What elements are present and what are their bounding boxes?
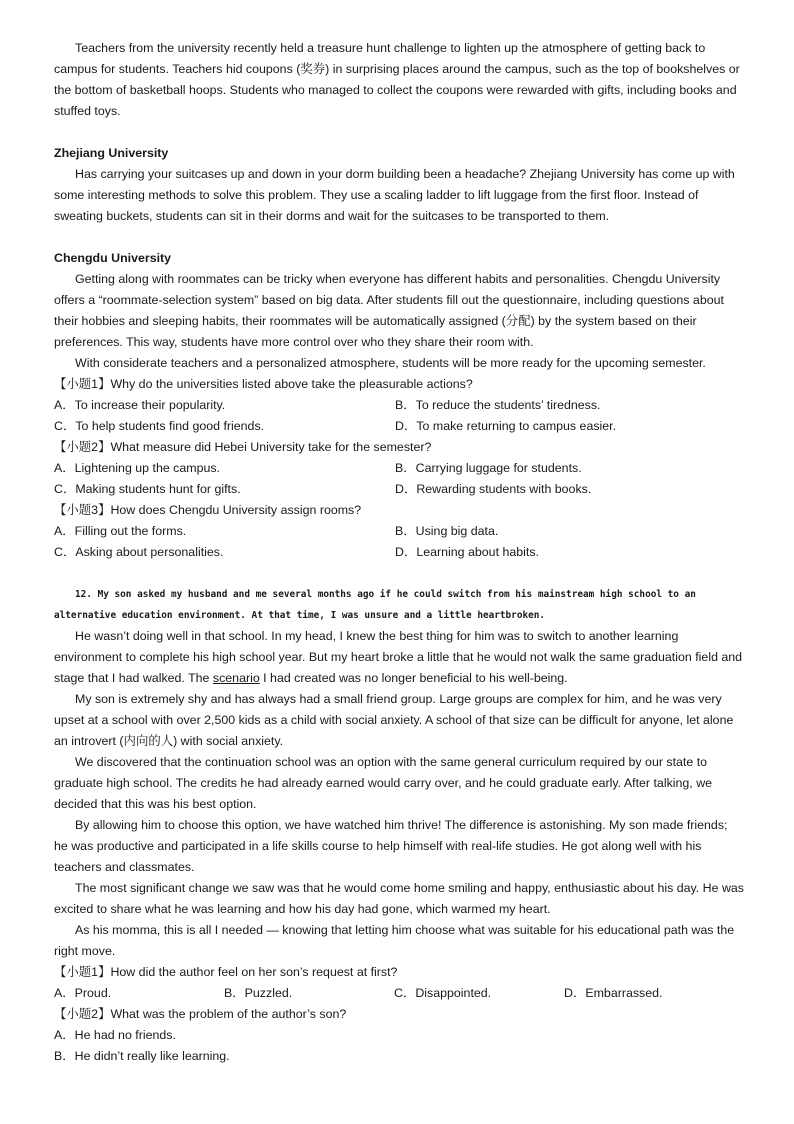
question-block: [54, 962, 744, 1004]
option-c: C．Making students hunt for gifts.: [54, 482, 241, 496]
option-a: A．He had no friends.: [54, 1028, 176, 1042]
options-row: [54, 395, 744, 416]
passage12-paragraph-4: By allowing him to choose this option, we have watched him thrive! The difference is astonishing. My son made friends; he was productive and participated in a life skills course to help himself with real-life studies. He got along well with his teachers and classmates.: [54, 818, 728, 874]
options-row: [54, 542, 744, 563]
passage12-paragraph-2: My son is extremely shy and has always had a small friend group. Large groups are complex for him, and he was very upset at a school with over 2,500 kids as a child with social anxiety. A school of that size can be difficult for anyone, let alone an introvert (内向的人) with social anxiety.: [54, 692, 734, 748]
question-block: [54, 437, 744, 500]
option-a: A．Filling out the forms.: [54, 524, 187, 538]
option-d: D．Rewarding students with books.: [395, 482, 592, 496]
option-b: B．Puzzled.: [224, 986, 293, 1000]
passage12-paragraph-1: [54, 626, 744, 689]
zhejiang-paragraph: Has carrying your suitcases up and down in your dorm building been a headache? Zhejiang University has come up with some interesting methods to solve this problem. They use a scaling ladder to lift luggage from the first floor. Instead of sweating buckets, students can sit in their dorms and wait for the suitcases to be transported to them.: [54, 167, 735, 223]
question-stem: 【小题2】What measure did Hebei University take for the semester?: [54, 440, 432, 454]
option-b: B．He didn’t really like learning.: [54, 1049, 230, 1063]
option-d: D．Learning about habits.: [395, 545, 539, 559]
question-stem: 【小题1】Why do the universities listed above take the pleasurable actions?: [54, 377, 473, 391]
p1-text-after: I had created was no longer beneficial to his well-being.: [259, 671, 568, 685]
question-stem: 【小题2】What was the problem of the author’s son?: [54, 1007, 347, 1021]
option-d: D．To make returning to campus easier.: [395, 419, 617, 433]
passage12-paragraph-5: The most significant change we saw was that he would come home smiling and happy, enthusiastic about his day. He was excited to share what he was learning and how his day had gone, which warmed my heart.: [54, 881, 744, 916]
passage12-paragraph-6: As his momma, this is all I needed — knowing that letting him choose what was suitable for his educational path was the right move.: [54, 923, 735, 958]
option-a: A．Lightening up the campus.: [54, 461, 221, 475]
p1-text-before: He wasn’t doing well in that school. In my head, I knew the best thing for him was to switch to another learning environment to complete his high school year. But my heart broke a little that he would not walk the same graduation field and stage that I had walked. The: [54, 629, 743, 685]
option-c: C．Asking about personalities.: [54, 545, 224, 559]
options-row: [54, 416, 744, 437]
chengdu-heading: Chengdu University: [54, 251, 172, 265]
options-row: [54, 479, 744, 500]
options-row: [54, 983, 744, 1004]
underlined-word: scenario: [212, 671, 260, 685]
option-b: B．Using big data.: [395, 524, 499, 538]
options-row: [54, 521, 744, 542]
option-c: C．To help students find good friends.: [54, 419, 265, 433]
question-stem: 【小题3】How does Chengdu University assign rooms?: [54, 503, 362, 517]
option-b: B．Carrying luggage for students.: [395, 461, 582, 475]
option-d: D．Embarrassed.: [564, 986, 663, 1000]
option-a: A．Proud.: [54, 986, 112, 1000]
zhejiang-heading: Zhejiang University: [54, 146, 169, 160]
document-page: [54, 38, 744, 1067]
question-block: [54, 500, 744, 563]
closing-paragraph: With considerate teachers and a personalized atmosphere, students will be more ready for the upcoming semester.: [75, 356, 706, 370]
option-a: A．To increase their popularity.: [54, 398, 226, 412]
option-c: C．Disappointed.: [394, 986, 492, 1000]
options-row: [54, 458, 744, 479]
question-block: [54, 1004, 744, 1067]
hebei-paragraph: Teachers from the university recently held a treasure hunt challenge to lighten up the atmosphere of getting back to campus for students. Teachers hid coupons (奖券) in surprising places around the campus, such as the top of bookshelves or the bottom of basketball hoops. Students who managed to collect the coupons were rewarded with gifts, including books and stuffed toys.: [54, 41, 740, 118]
question-stem: 【小题1】How did the author feel on her son’s request at first?: [54, 965, 398, 979]
question-block: [54, 374, 744, 437]
chengdu-paragraph: Getting along with roommates can be tricky when everyone has different habits and personalities. Chengdu University offers a “roommate-selection system” based on big data. After students fill out the questionnaire, including questions about their hobbies and sleeping habits, their roommates will be automatically assigned (分配) by the system based on their preferences. This way, students have more control over who they share their room with.: [54, 272, 724, 349]
passage12-intro: 12. My son asked my husband and me several months ago if he could switch from his mainstream high school to an alternative education environment. At that time, I was unsure and a little heartbroken.: [54, 589, 696, 621]
option-b: B．To reduce the students’ tiredness.: [395, 398, 601, 412]
passage12-paragraph-3: We discovered that the continuation school was an option with the same general curriculum required by our state to graduate high school. The credits he had already earned would carry over, and he could graduate early. After talking, we decided that this was his best option.: [54, 755, 713, 811]
